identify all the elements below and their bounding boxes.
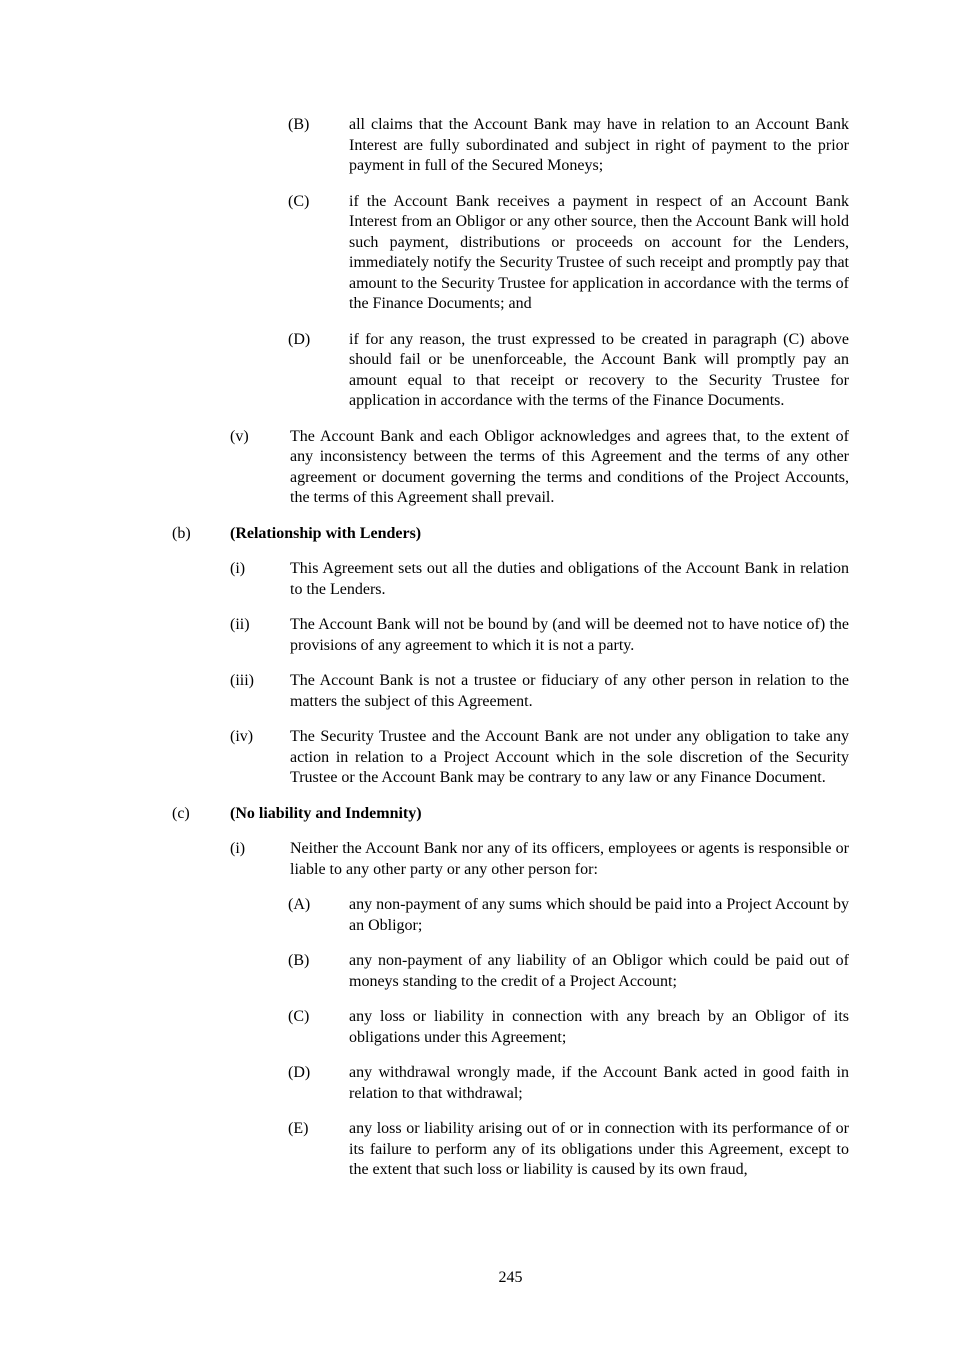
clause-v xyxy=(230,427,849,509)
paragraph-label: (D) xyxy=(288,1064,311,1081)
paragraph-label: (E) xyxy=(288,1120,309,1137)
paragraph-label: (v) xyxy=(230,427,249,445)
paragraph-text: any non-payment of any sums which should be paid into a Project Account by an Obligor; xyxy=(349,896,849,934)
sub-paragraph-c-E xyxy=(288,1119,849,1181)
paragraph-text: all claims that the Account Bank may have in relation to an Account Bank Interest are fully subordinated and subject in right of payment to the prior payment in full of the Secured Moneys; xyxy=(349,116,849,174)
paragraph-label: (B) xyxy=(288,952,310,969)
clause-b-iv xyxy=(230,727,849,789)
clause-c-i xyxy=(230,839,849,880)
section-label: (b) xyxy=(172,524,191,542)
paragraph-label: (i) xyxy=(230,840,246,857)
paragraph-label: (C) xyxy=(288,192,310,210)
paragraph-text: The Account Bank and each Obligor acknowledges and agrees that, to the extent of any inconsistency between the terms of this Agreement and the terms of any other agreement or document governing the terms and conditions of the Project Accounts, the terms of this Agreement shall prevail. xyxy=(290,427,849,506)
paragraph-label: (B) xyxy=(288,116,310,133)
sub-paragraph-c-A xyxy=(288,895,849,936)
paragraph-text: if for any reason, the trust expressed to be created in paragraph (C) above should fail or be unenforceable, the Account Bank will promptly pay an amount equal to that receipt or recovery to the Security Trustee for application in accordance with the terms of the Finance Documents. xyxy=(349,330,849,409)
paragraph-text: The Account Bank is not a trustee or fiduciary of any other person in relation to the matters the subject of this Agreement. xyxy=(290,672,849,710)
paragraph-label: (A) xyxy=(288,896,311,913)
paragraph-text: any loss or liability in connection with any breach by an Obligor of its obligations under this Agreement; xyxy=(349,1008,849,1046)
paragraph-text: The Account Bank will not be bound by (and will be deemed not to have notice of) the provisions of any agreement to which it is not a party. xyxy=(290,616,849,654)
sub-paragraph-B xyxy=(288,115,849,177)
paragraph-text: This Agreement sets out all the duties and obligations of the Account Bank in relation to the Lenders. xyxy=(290,560,849,598)
page-number: 245 xyxy=(498,1269,523,1286)
paragraph-text: if the Account Bank receives a payment in respect of an Account Bank Interest from an Obligor or any other source, then the Account Bank will hold such payment, distributions or proceeds on account for the Lenders, immediately notify the Security Trustee of such receipt and promptly pay that amount to the Security Trustee for application in accordance with the terms of the Finance Documents; and xyxy=(349,192,849,312)
section-c-heading xyxy=(172,804,849,825)
section-label: (c) xyxy=(172,804,190,822)
section-heading: (No liability and Indemnity) xyxy=(230,804,422,822)
paragraph-text: The Security Trustee and the Account Bank are not under any obligation to take any action in relation to a Project Account which in the sole discretion of the Security Trustee or the Account Bank may be contrary to any law or any Finance Document. xyxy=(290,728,849,786)
paragraph-label: (C) xyxy=(288,1008,310,1025)
paragraph-label: (D) xyxy=(288,330,311,348)
section-heading: (Relationship with Lenders) xyxy=(230,524,422,542)
clause-b-i xyxy=(230,559,849,600)
paragraph-text: any loss or liability arising out of or in connection with its performance of or its failure to perform any of its obligations under this Agreement, except to the extent that such loss or liability is caused by its own fraud, xyxy=(349,1120,849,1178)
document-content xyxy=(172,115,849,1181)
sub-paragraph-c-B xyxy=(288,951,849,992)
clause-b-iii xyxy=(230,671,849,712)
paragraph-label: (iv) xyxy=(230,728,254,745)
clause-b-ii xyxy=(230,615,849,656)
paragraph-label: (iii) xyxy=(230,672,254,689)
paragraph-text: Neither the Account Bank nor any of its officers, employees or agents is responsible or liable to any other party or any other person for: xyxy=(290,840,849,878)
paragraph-label: (ii) xyxy=(230,616,250,633)
paragraph-text: any non-payment of any liability of an Obligor which could be paid out of moneys standing to the credit of a Project Account; xyxy=(349,952,849,990)
paragraph-text: any withdrawal wrongly made, if the Account Bank acted in good faith in relation to that withdrawal; xyxy=(349,1064,849,1102)
section-b-heading xyxy=(172,524,849,545)
sub-paragraph-D xyxy=(288,330,849,412)
sub-paragraph-c-D xyxy=(288,1063,849,1104)
sub-paragraph-C xyxy=(288,192,849,315)
paragraph-label: (i) xyxy=(230,560,246,577)
sub-paragraph-c-C xyxy=(288,1007,849,1048)
